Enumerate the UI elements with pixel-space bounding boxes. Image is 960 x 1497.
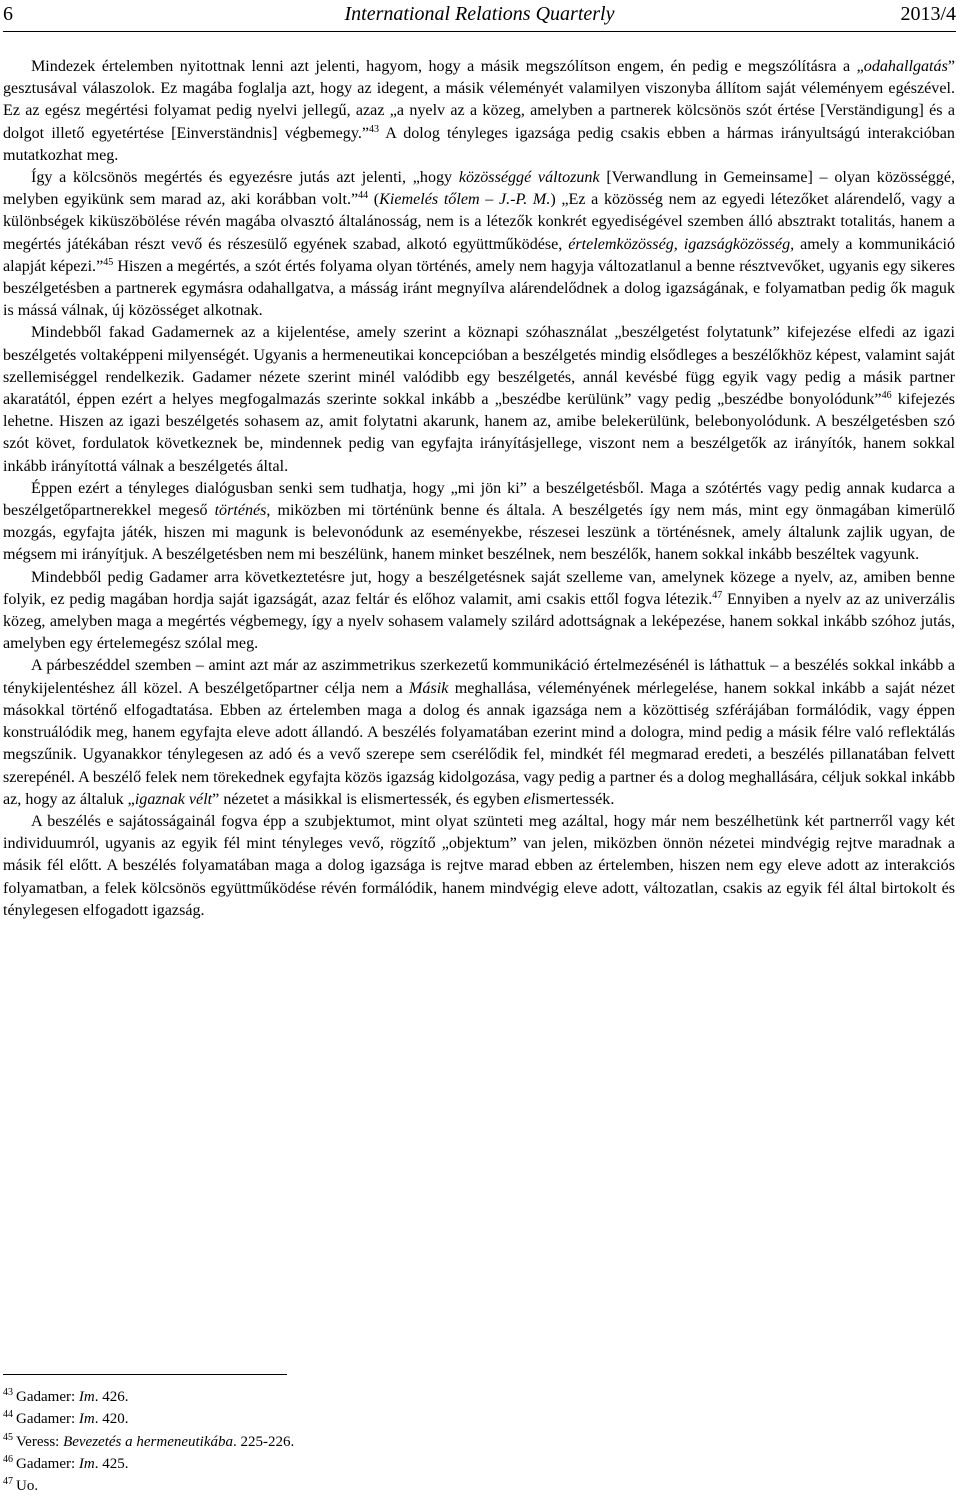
footnote-ref-47: 47: [712, 589, 723, 601]
paragraph-3: Mindebből fakad Gadamernek az a kijelentése, amely szerint a köznapi szóhasználat „beszélgetést folytatunk” kifejezése elfedi az igazi beszélgetés voltaképpeni milyenségét. Ugyanis a hermeneutikai koncepcióban a beszélgetés mindig elsődleges a beszélőkhöz képest, valamint saját szellemiséggel rendelkezik. Gadamer nézete szerint minél valódibb egy beszélgetés, annál kevésbé függ egyik vagy pedig a másik partner akaratától, éppen ezért a helyes megfogalmazás szerinte sokkal inkább a „beszédbe kerülünk” vagy pedig „beszédbe bonyolódunk”$^{46}$ kifejezés lehetne. Hiszen az igazi beszélgetés sohasem az, amit folytatni akarunk, hanem az, amibe belekerülünk, belebonyolódunk. A beszélgetésben szó szót követ, fordulatok következnek be, mindennek pedig van egyfajta irányításjellege, viszont nem a beszélgetők az irányítók, hanem sokkal inkább irányítottá válnak a beszélgetés által.: [3, 324, 955, 475]
footnote-ref-43: 43: [369, 123, 379, 135]
paragraph-1: Mindezek értelemben nyitottnak lenni azt jelenti, hagyom, hogy a másik megszólítson engem, én pedig e megszólításra a „odahallgatás” gesztusával válaszolok. Ez magába foglalja azt, hogy az idegent, a másik véleményét valamilyen viszonyba állítom saját véleményem egészével. Ez az egész megértési folyamat pedig nyelvi jellegű, azaz „a nyelv az a közeg, amelyben a partnerek kölcsönös szót értése [Verständigung] és a dolgot illető egyetértése [Einverständnis] végbemegy.”$^{43}$ A dolog tényleges igazsága pedig csakis ebben a hármas irányultságú interakcióban mutatkozhat meg.: [3, 58, 955, 164]
footnotes: [3, 1386, 703, 1497]
footnote-46: $^{46}$ Gadamer: Im. 425.: [3, 1453, 129, 1472]
journal-title: International Relations Quarterly: [344, 3, 615, 25]
footnote-43: $^{43}$ Gadamer: Im. 426.: [3, 1387, 129, 1405]
footnote-ref-44: 44: [358, 190, 369, 202]
running-header: [3, 2, 956, 30]
footnote-ref-45: 45: [103, 256, 114, 268]
page-number: 6: [3, 3, 13, 25]
footnote-45: $^{45}$ Veress: Bevezetés a hermeneutikába. 225-226.: [3, 1431, 295, 1450]
paragraph-7: A beszélés e sajátosságainál fogva épp a szubjektumot, mint olyat szünteti meg azáltal, hogy már nem beszélhetünk két partnerről vagy két individuumról, ugyanis az egyik fél mint tényleges vevő, rögzítő „objektum” van jelen, miközben önnön nézetei mindvégig rejtve maradnak a másik fél előtt. A beszélés folyamatában maga a dolog igazsága is rejtve marad ebben az értelemben, hiszen nem egy eleve adott az interakciós folyamatban, a felek kölcsönös együttműködése révén formálódik, hanem mindvégig eleve adott, változatlan, csakis az egyik fél által birtokolt és ténylegesen elfogadott igazság.: [3, 812, 955, 919]
article-body: [3, 56, 955, 922]
issue-number: 2013/4: [900, 3, 956, 25]
footnote-rule: [3, 1374, 287, 1375]
paragraph-2: Így a kölcsönös megértés és egyezésre jutás azt jelenti, „hogy közösséggé változunk [Verwandlung in Gemeinsame] – olyan közösséggé, melyben egyikünk sem marad az, aki korábban volt.”$^{44}$ (Kiemelés tőlem – J.-P. M.) „Ez a közösség nem az egyedi létezőket alárendelő, vagy a különbségek kiküszöbölése révén magába olvasztó általánosság, nem is a létezők konkrét egyediségével szemben álló absztrakt totalitás, hanem a megértés játékában részt vevő és részesülő egyének szabad, alkotó együttműködése, értelemközösség, igazságközösség, amely a kommunikáció alapját képezi.”$^{45}$ Hiszen a megértés, a szót értés folyama olyan történés, amely nem hagyja változatlanul a benne résztvevőket, ugyanis egy sikeres beszélgetésben a partnerek egymásra odahallgatva, a másság iránt megnyílva alárendelődnek a dolog igazságának, e folyamatban pedig ők maguk is mássá válnak, új közösséget alkotnak.: [3, 169, 956, 320]
footnote-47: $^{47}$ Uo.: [3, 1476, 39, 1495]
paragraph-6: A párbeszéddel szemben – amint azt már az aszimmetrikus szerkezetű kommunikáció értelmezésénél is láthattuk – a beszélés sokkal inkább a ténykijelentéshez áll közel. A beszélgetőpartner célja nem a Másik meghallása, véleményének mérlegelése, hanem sokkal inkább a saját nézet másokkal történő elfogadtatása. Ebben az értelemben maga a dolog és annak igazsága nem a közöttiség szférájában formálódik, vagy éppen konstruálódik meg, hanem egyfajta eleve adott állandó. A beszélés folyamatában ezerint mind a dologra, mind pedig a másik félre való reflektálás megszűnik. Ugyanakkor ténylegesen az adó és a vevő szerepe sem cserélődik fel, mindkét fél megmarad eredeti, a beszélés pillanatában felvett szerepénél. A beszélő felek nem törekednek egyfajta közös igazság kidolgozása, vagy pedig a partner és a dolog meghallására, céljuk sokkal inkább az, hogy az általuk „igaznak vélt” nézetet a másikkal is elismertessék, és egyben elismertessék.: [3, 657, 955, 808]
paragraph-5: Mindebből pedig Gadamer arra következtetésre jut, hogy a beszélgetésnek saját szelleme van, amelynek közege a nyelv, az, amiben benne folyik, ez pedig magában hordja saját igazságát, azaz feltár és előhoz valamit, ami csakis ettől fogva létezik.$^{47}$ Ennyiben a nyelv az az univerzális közeg, amelyben maga a megértés végbemegy, így a nyelv sohasem valamely szilárd adottságnak a leképezése, hanem sokkal inkább szóhoz jutás, amelyben egy értelemegész szólal meg.: [3, 568, 955, 653]
header-rule: [3, 31, 956, 32]
footnote-44: $^{44}$ Gadamer: Im. 420.: [3, 1409, 129, 1428]
paragraph-4: Éppen ezért a tényleges dialógusban senki sem tudhatja, hogy „mi jön ki” a beszélgetésből. Maga a szótértés vagy pedig annak kudarca a beszélgetőpartnerekkel megeső történés, miközben mi történünk benne és általa. A beszélgetés így nem más, mint egy önmagában kimerülő mozgás, egyfajta játék, hiszen mi magunk is belevonódunk az eseményekbe, részesei leszünk a történésnek, amely általunk zajlik ugyan, de mégsem mi irányítjuk. A beszélgetésben nem mi beszélünk, hanem minket beszélnek, nem beszélők, hanem sokkal inkább beszéltek vagyunk.: [3, 479, 955, 564]
footnote-ref-46: 46: [881, 390, 892, 402]
